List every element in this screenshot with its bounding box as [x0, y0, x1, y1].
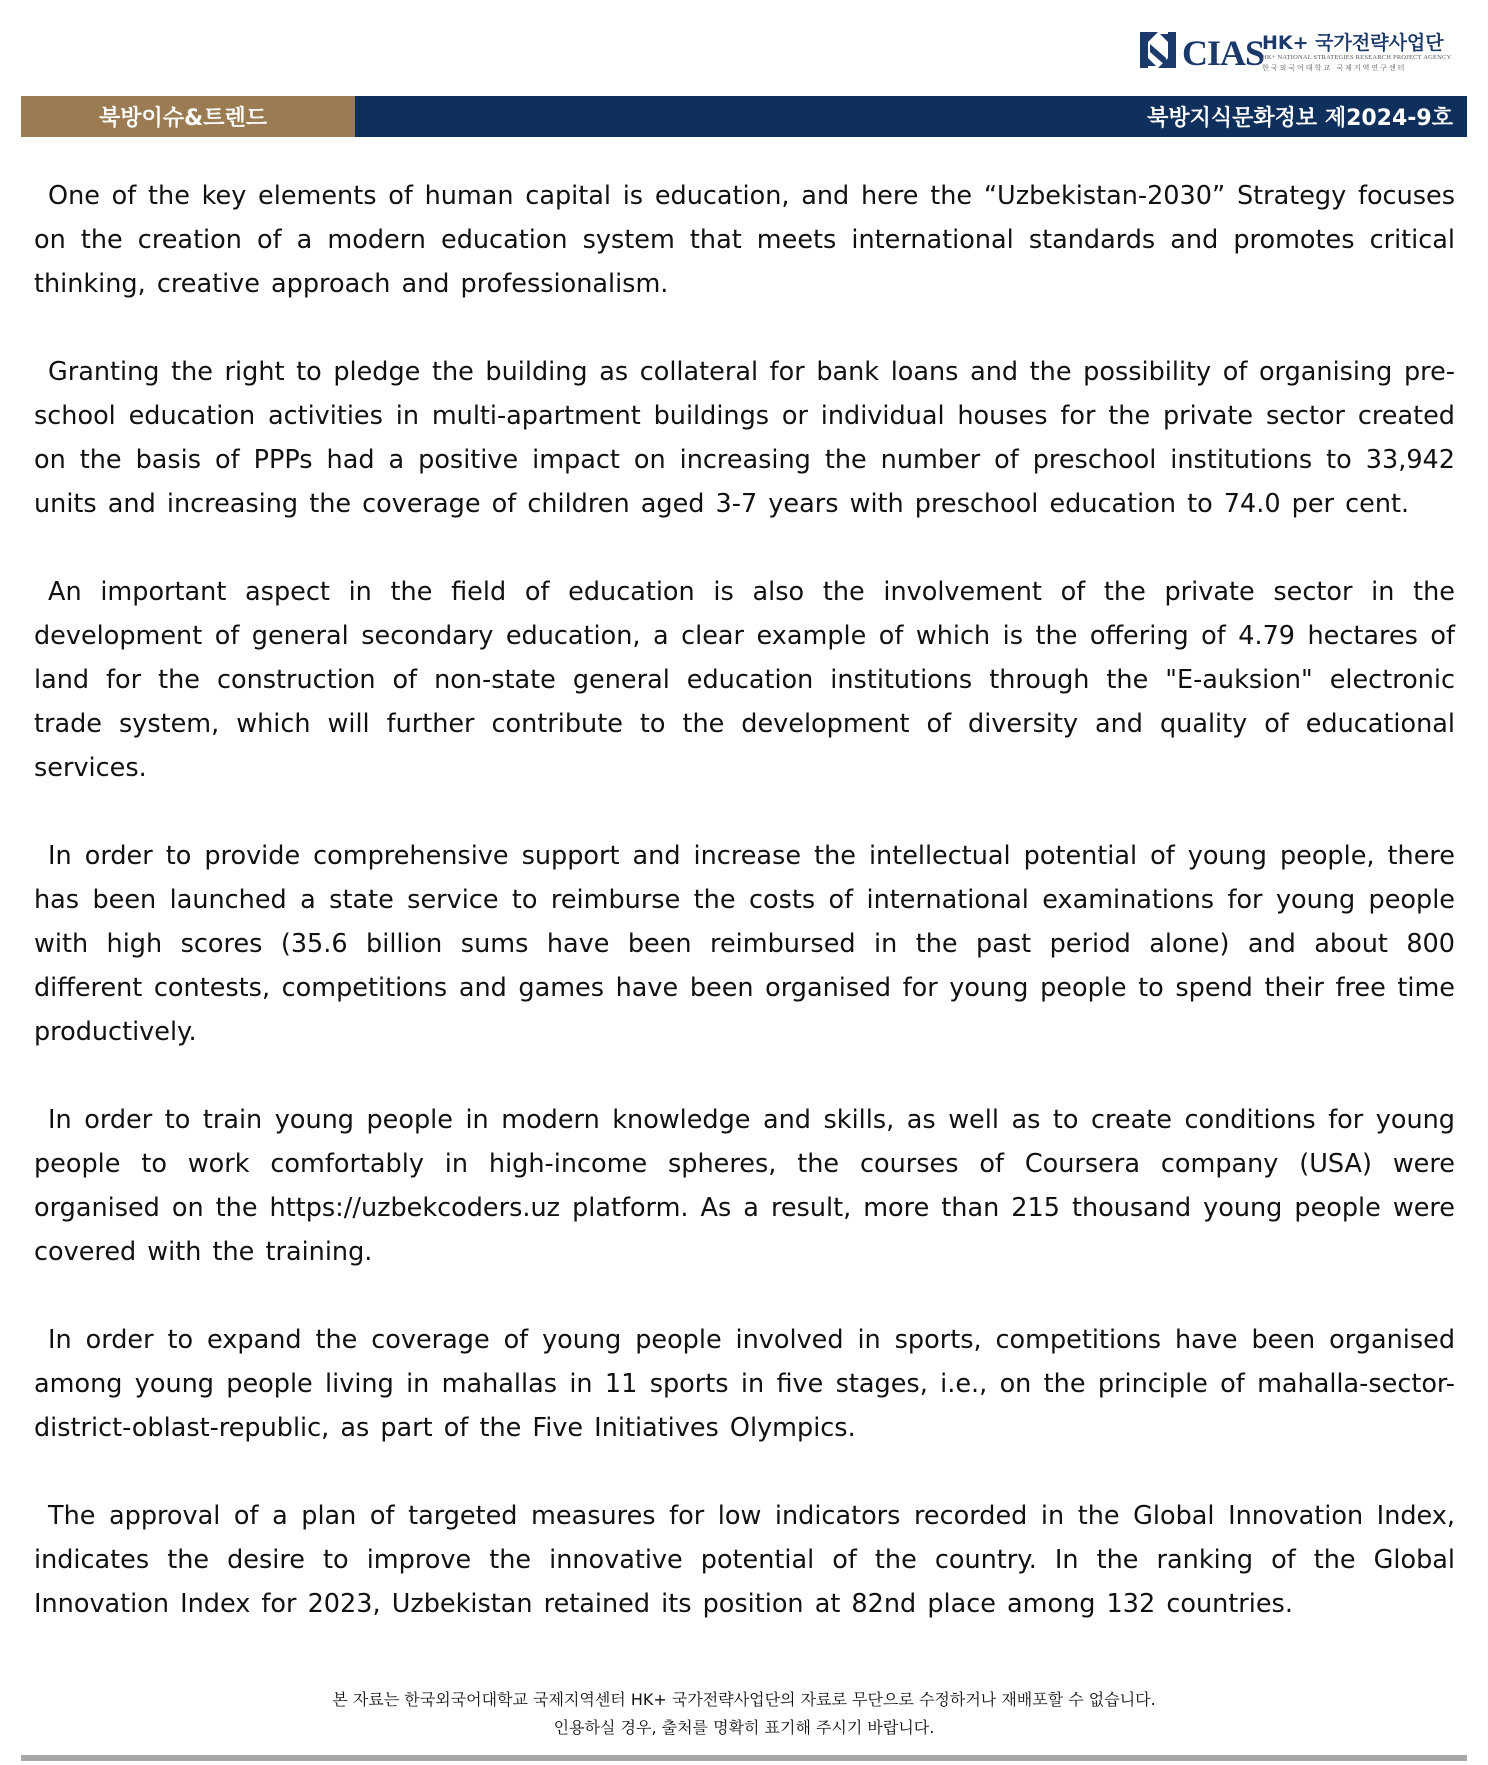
logo-title: HK+ 국가전략사업단 [1262, 32, 1444, 54]
copyright-line-1: 본 자료는 한국외국어대학교 국제지역센터 HK+ 국가전략사업단의 자료로 무단으로 수정하거나 재배포할 수 없습니다. [332, 1690, 1156, 1709]
copyright-line-2: 인용하실 경우, 출처를 명확히 표기해 주시기 바랍니다. [553, 1718, 935, 1737]
section-label: 북방이슈&트렌드 [21, 96, 355, 137]
paragraph: One of the key elements of human capital is education, and here the “Uzbekistan-2030” Strategy focuses on the creation of a modern education system that meets international standards and promotes critical thinking, creative approach and professionalism. [34, 181, 1455, 299]
cias-emblem-icon [1136, 28, 1180, 72]
logo-subtitle-en: HK+ NATIONAL STRATEGIES RESEARCH PROJECT AGENCY [1262, 54, 1452, 61]
paragraph: In order to expand the coverage of young people involved in sports, competitions have been organised among young people living in mahallas in 11 sports in five stages, i.e., on the principle of mahalla-sector-district-oblast-republic, as part of the Five Initiatives Olympics. [34, 1325, 1455, 1443]
paragraph: An important aspect in the field of education is also the involvement of the private sector in the development of general secondary education, a clear example of which is the offering of 4.79 hectares of land for the construction of non-state general education institutions through the "E-auksion" electronic trade system, which will further contribute to the development of diversity and quality of educational services. [34, 577, 1455, 783]
footer-divider [21, 1755, 1467, 1761]
paragraph: In order to provide comprehensive support and increase the intellectual potential of young people, there has been launched a state service to reimburse the costs of international examinations for young people with high scores (35.6 billion sums have been reimbursed in the past period alone) and about 800 different contests, competitions and games have been organised for young people to spend their free time productively. [34, 841, 1455, 1047]
header-banner [21, 96, 1467, 137]
logo-name: CIAS [1182, 33, 1265, 73]
issue-label: 북방지식문화정보 제2024-9호 [355, 96, 1467, 137]
paragraph: Granting the right to pledge the building as collateral for bank loans and the possibility of organising pre-school education activities in multi-apartment buildings or individual houses for the private sector created on the basis of PPPs had a positive impact on increasing the number of preschool institutions to 33,942 units and increasing the coverage of children aged 3-7 years with preschool education to 74.0 per cent. [34, 357, 1455, 519]
paragraph: In order to train young people in modern knowledge and skills, as well as to create conditions for young people to work comfortably in high-income spheres, the courses of Coursera company (USA) were organised on the https://uzbekcoders.uz platform. As a result, more than 215 thousand young people were covered with the training. [34, 1105, 1455, 1267]
cias-logo [1136, 26, 1461, 76]
paragraph: The approval of a plan of targeted measures for low indicators recorded in the Global Innovation Index, indicates the desire to improve the innovative potential of the country. In the ranking of the Global Innovation Index for 2023, Uzbekistan retained its position at 82nd place among 132 countries. [34, 1501, 1455, 1619]
logo-subtitle-kr: 한국외국어대학교 국제지역연구센터 [1262, 64, 1407, 72]
copyright-notice [0, 1686, 1488, 1742]
article-body [34, 174, 1455, 1670]
